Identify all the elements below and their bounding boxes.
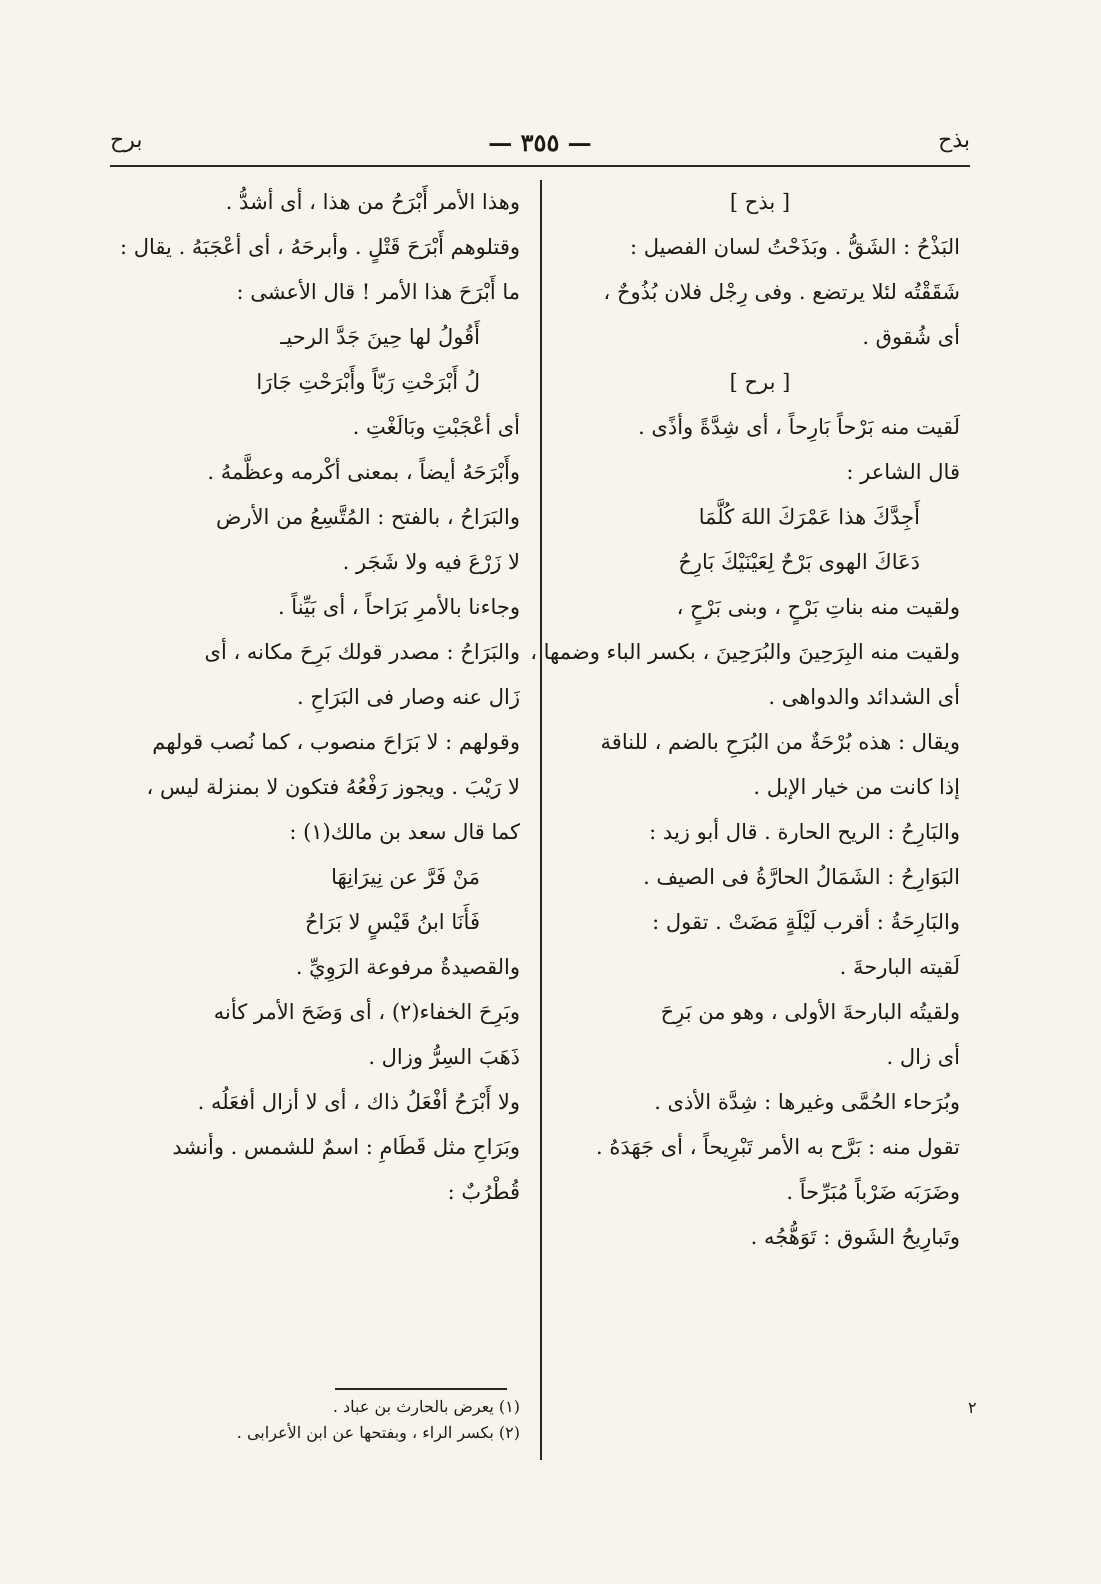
text-line: البَوَارِحُ : الشَمَالُ الحارَّةُ فى الصيف . <box>643 865 960 889</box>
text-line: لا رَيْبَ . ويجوز رَفْعُهُ فتكون لا بمنزلة ليس ، <box>146 775 520 799</box>
text-line: قُطْرُبٌ : <box>447 1180 520 1204</box>
text-line: والبَرَاحُ : مصدر قولك بَرِحَ مكانه ، أى <box>204 640 520 664</box>
footnote-rule <box>335 1388 507 1390</box>
verse-line: أَجِدَّكَ هذا عَمْرَكَ اللهَ كُلَّمَا <box>698 505 920 529</box>
text-line: أى زال . <box>886 1045 960 1069</box>
text-line: والقصيدةُ مرفوعة الرَوِيِّ . <box>295 955 520 979</box>
text-line: وبَرِحَ الخفاء(٢) ، أى وَضَحَ الأمر كأنه <box>213 1000 520 1024</box>
verse-line: لُ أَبْرَحْتِ رَبّاً وأَبْرَحْتِ جَارَا <box>256 370 480 394</box>
footnotes <box>110 1394 520 1446</box>
text-line: وهذا الأمر أَبْرَحُ من هذا ، أى أشدُّ . <box>225 190 520 214</box>
text-line: وجاءنا بالأمرِ بَرَاحاً ، أى بَيِّناً . <box>277 595 520 619</box>
text-line: وقولهم : لا بَرَاحَ منصوب ، كما نُصب قولهم <box>152 730 520 754</box>
verse-line: أَقُولُ لها حِينَ جَدَّ الرحيـ <box>280 325 480 349</box>
verse-line: مَنْ فَرَّ عن نِيرَانِهَا <box>331 865 480 889</box>
footnote: (٢) بكسر الراء ، وبفتحها عن ابن الأعرابى . <box>236 1423 520 1442</box>
page-number: — ٣٥٥ — <box>488 128 592 157</box>
text-line: والبَارِحَةُ : أقرب لَيْلَةٍ مَضَتْ . تقول : <box>652 910 960 934</box>
footnote: (١) يعرض بالحارث بن عباد . <box>332 1397 520 1416</box>
left-column <box>110 180 520 1215</box>
text-line: والبَرَاحُ ، بالفتح : المُتَّسِعُ من الأرض <box>216 505 520 529</box>
text-line: وقتلوهم أَبْرَحَ قَتْلٍ . وأبرحَهُ ، أى أعْجَبَهُ . يقال : <box>120 235 520 259</box>
entry-heading: [ بذح ] <box>729 190 791 214</box>
text-line: زَال عنه وصار فى البَرَاحِ . <box>296 685 520 709</box>
entry-heading: [ برح ] <box>729 370 791 394</box>
margin-mark: ٢ <box>968 1398 977 1417</box>
text-line: قال الشاعر : <box>846 460 960 484</box>
text-line: كما قال سعد بن مالك(١) : <box>289 820 520 844</box>
text-line: تقول منه : بَرَّح به الأمر تَبْرِيحاً ، أى جَهَدَهُ . <box>596 1135 960 1159</box>
running-head-right: بذح <box>938 128 970 153</box>
text-line: ويقال : هذه بُرْحَةٌ من البُرَحِ بالضم ، للناقة <box>600 730 960 754</box>
text-line: إذا كانت من خيار الإبل . <box>753 775 960 799</box>
right-column <box>530 180 960 1260</box>
column-divider <box>540 180 542 1460</box>
text-line: شَقَقْتُه لئلا يرتضع . وفى رِجْل فلان بُذُوحٌ ، <box>603 280 960 304</box>
verse-line: فَأَنَا ابنُ قَيْسٍ لا بَرَاحُ <box>305 910 480 934</box>
page-header <box>110 128 970 168</box>
text-line: لَقيت منه بَرْحاً بَارِحاً ، أى شِدَّةً وأذًى . <box>638 415 960 439</box>
text-line: وتَبارِيحُ الشَوق : تَوَهُّجُه . <box>750 1225 960 1249</box>
text-line: ولا أَبْرَحُ أفْعَلُ ذاك ، أى لا أزال أفعَلُه . <box>197 1090 520 1114</box>
text-line: لَقيته البارحةَ . <box>839 955 960 979</box>
verse-line: دَعَاكَ الهوى بَرْحٌ لِعَيْنَيْكَ بَارِحُ <box>678 550 920 574</box>
text-line: ولقيت منه بناتِ بَرْحٍ ، وبنى بَرْحٍ ، <box>676 595 960 619</box>
text-line: ولقيتُه البارحةَ الأولى ، وهو من بَرِحَ <box>660 1000 960 1024</box>
text-line: أى الشدائد والدواهى . <box>768 685 960 709</box>
text-line: ما أَبْرَحَ هذا الأمر ! قال الأعشى : <box>236 280 520 304</box>
text-line: أى أعْجَبْتِ وبَالَغْتِ . <box>352 415 520 439</box>
running-head-left: برح <box>110 128 143 153</box>
text-line: ذَهَبَ السِرُّ وزال . <box>368 1045 520 1069</box>
text-line: وأَبْرَحَهُ أيضاً ، بمعنى أكْرمه وعظَّمهُ . <box>207 460 520 484</box>
text-line: ولقيت منه البِرَحِينَ والبُرَحِينَ ، بكسر الباء وضمها ، <box>530 640 960 664</box>
header-rule <box>110 165 970 167</box>
text-line: وبُرَحاء الحُمَّى وغيرها : شِدَّة الأذى . <box>654 1090 960 1114</box>
text-line: وضَرَبَه ضَرْباً مُبَرِّحاً . <box>786 1180 960 1204</box>
text-line: والبَارِحُ : الريح الحارة . قال أبو زيد : <box>649 820 960 844</box>
text-line: أى شُقوق . <box>862 325 960 349</box>
text-line: البَذْحُ : الشَقُّ . وبَذَحْتُ لسان الفصيل : <box>629 235 960 259</box>
text-line: وبَرَاحِ مثل قَطَامِ : اسمٌ للشمس . وأنشد <box>172 1135 520 1159</box>
text-line: لا زَرْعَ فيه ولا شَجَر . <box>342 550 520 574</box>
